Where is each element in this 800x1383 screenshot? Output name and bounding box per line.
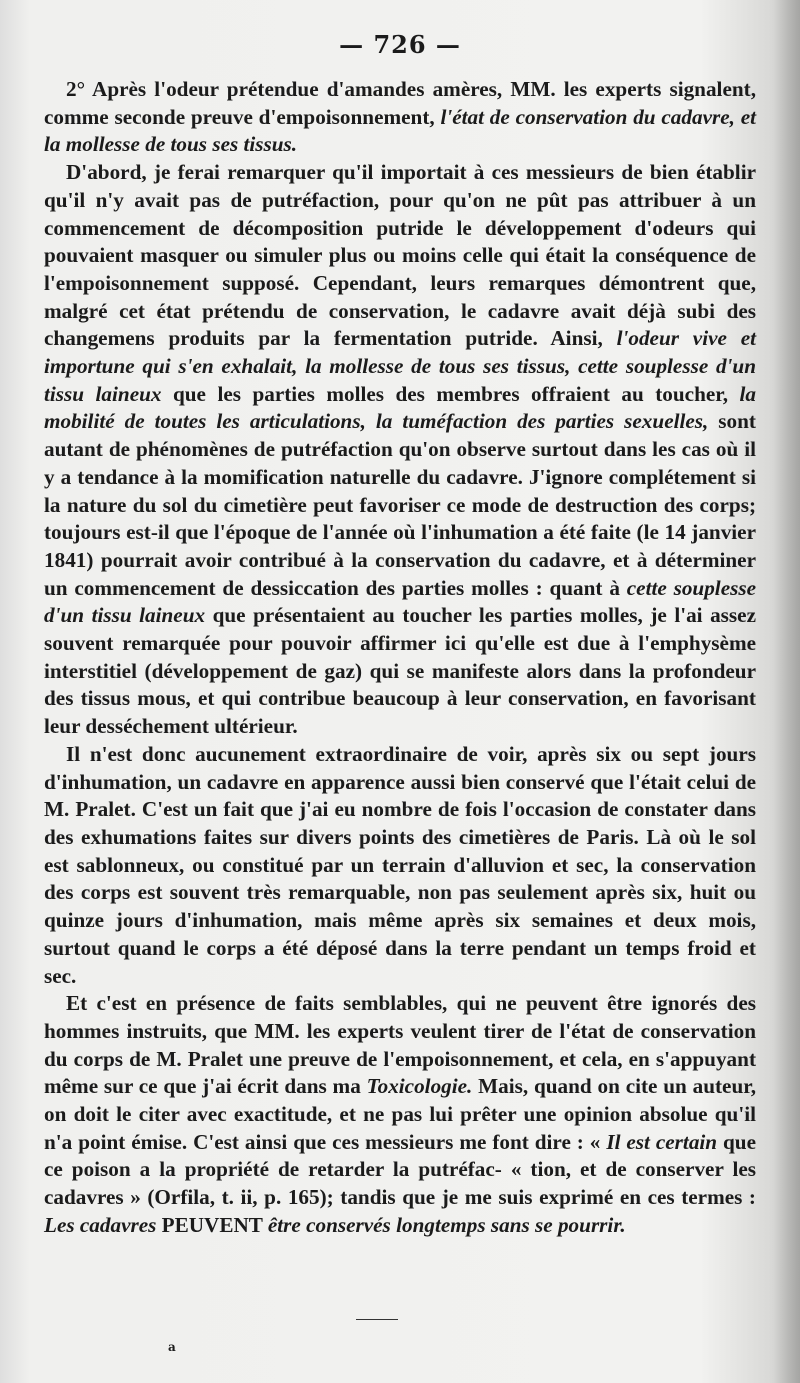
p4-italic-3: Les cadavres xyxy=(44,1212,157,1237)
p2-text-a: D'abord, je ferai remarquer qu'il importait à ces messieurs de bien établir qu'il n'y avait pas de putréfaction, pour qu'on ne pût pas attribuer à un commencement de décomposition putride le développement d'odeurs qui pouvaient masquer ou simuler plus ou moins celle qui était la conséquence de l'empoisonnement supposé. Cependant, leurs remarques démontrent que, malgré cet état prétendu de conservation, le cadavre avait déjà subi des changemens produits par la fermentation putride. Ainsi, xyxy=(44,160,756,351)
p2-italic-1: l'odeur vive et importune qui s'en exhalait, la mollesse de tous ses tissus, cette souplesse d'un tissu laineux xyxy=(44,326,756,406)
p4-text-b: Mais, quand on cite un auteur, on doit le citer avec exactitude, et ne pas lui prêter une opinion absolue qu'il n'a point émise. C'est ainsi que ces messieurs me font dire : « xyxy=(44,1074,756,1154)
p4-smallcaps: PEUVENT xyxy=(156,1212,268,1237)
page-body xyxy=(44,76,756,1240)
footer-mark: a xyxy=(168,1340,176,1354)
p2-text-d: que présentaient au toucher les parties molles, je l'ai assez souvent remarquée pour pouvoir affirmer ici qu'elle est due à l'emphysème interstitiel (développement de gaz) qui se manifeste alors dans la profondeur des tissus mous, et qui contribue beaucoup à leur conservation, en favorisant leur desséchement ultérieur. xyxy=(44,603,756,739)
paragraph-1 xyxy=(44,76,756,159)
p2-text-c: sont autant de phénomènes de putréfaction qu'on observe surtout dans les cas où il y a tendance à la momification naturelle du cadavre. J'ignore complétement si la nature du sol du cimetière peut favoriser ce mode de destruction des corps; toujours est-il que l'époque de l'année où l'inhumation a été faite (le 14 janvier 1841) pourrait avoir contribué à la conservation du cadavre, et à déterminer un commencement de dessiccation des parties molles : quant à xyxy=(44,409,756,600)
paragraph-3: Il n'est donc aucunement extraordinaire de voir, après six ou sept jours d'inhumation, un cadavre en apparence aussi bien conservé que l'était celui de M. Pralet. C'est un fait que j'ai eu nombre de fois l'occasion de constater dans des exhumations faites sur divers points des cimetières de Paris. Là où le sol est sablonneux, ou constitué par un terrain d'alluvion et sec, la conservation des corps est souvent très remarquable, non pas seulement après six, huit ou quinze jours d'inhumation, mais même après six semaines et deux mois, surtout quand le corps a été déposé dans la terre pendant un temps froid et sec. xyxy=(44,741,756,988)
paragraph-4 xyxy=(44,990,756,1239)
paragraph-2 xyxy=(44,159,756,741)
p2-italic-3: cette souplesse d'un tissu laineux xyxy=(44,575,756,628)
p4-italic-4: être conservés longtemps sans se pourrir. xyxy=(267,1212,626,1237)
p2-text-b: que les parties molles des membres offraient au toucher, xyxy=(161,381,740,406)
p4-text-a: Et c'est en présence de faits semblables, qui ne peuvent être ignorés des hommes instruits, que MM. les experts veulent tirer de l'état de conservation du corps de M. Pralet une preuve de l'empoisonnement, et cela, en s'appuyant même sur ce que j'ai écrit dans ma xyxy=(44,991,756,1099)
signature-line xyxy=(356,1319,398,1320)
page-spine-shadow xyxy=(774,0,800,1383)
p4-italic-1: Toxicologie. xyxy=(366,1074,473,1099)
p4-italic-2: Il est certain xyxy=(606,1129,718,1154)
page-number: — 726 — xyxy=(339,30,461,59)
p1-italic: l'état de conservation du cadavre, et la mollesse de tous ses tissus. xyxy=(44,104,756,157)
p4-text-c: que ce poison a la propriété de retarder la putréfac- « tion, et de conserver les cadavres » (Orfila, t. ii, p. 165); tandis que je me suis exprimé en ces termes : xyxy=(44,1129,756,1210)
p2-italic-2: la mobilité de toutes les articulations, la tuméfaction des parties sexuelles, xyxy=(44,381,757,434)
p1-text: 2° Après l'odeur prétendue d'amandes amères, MM. les experts signalent, comme seconde preuve d'empoisonnement, xyxy=(44,77,756,129)
